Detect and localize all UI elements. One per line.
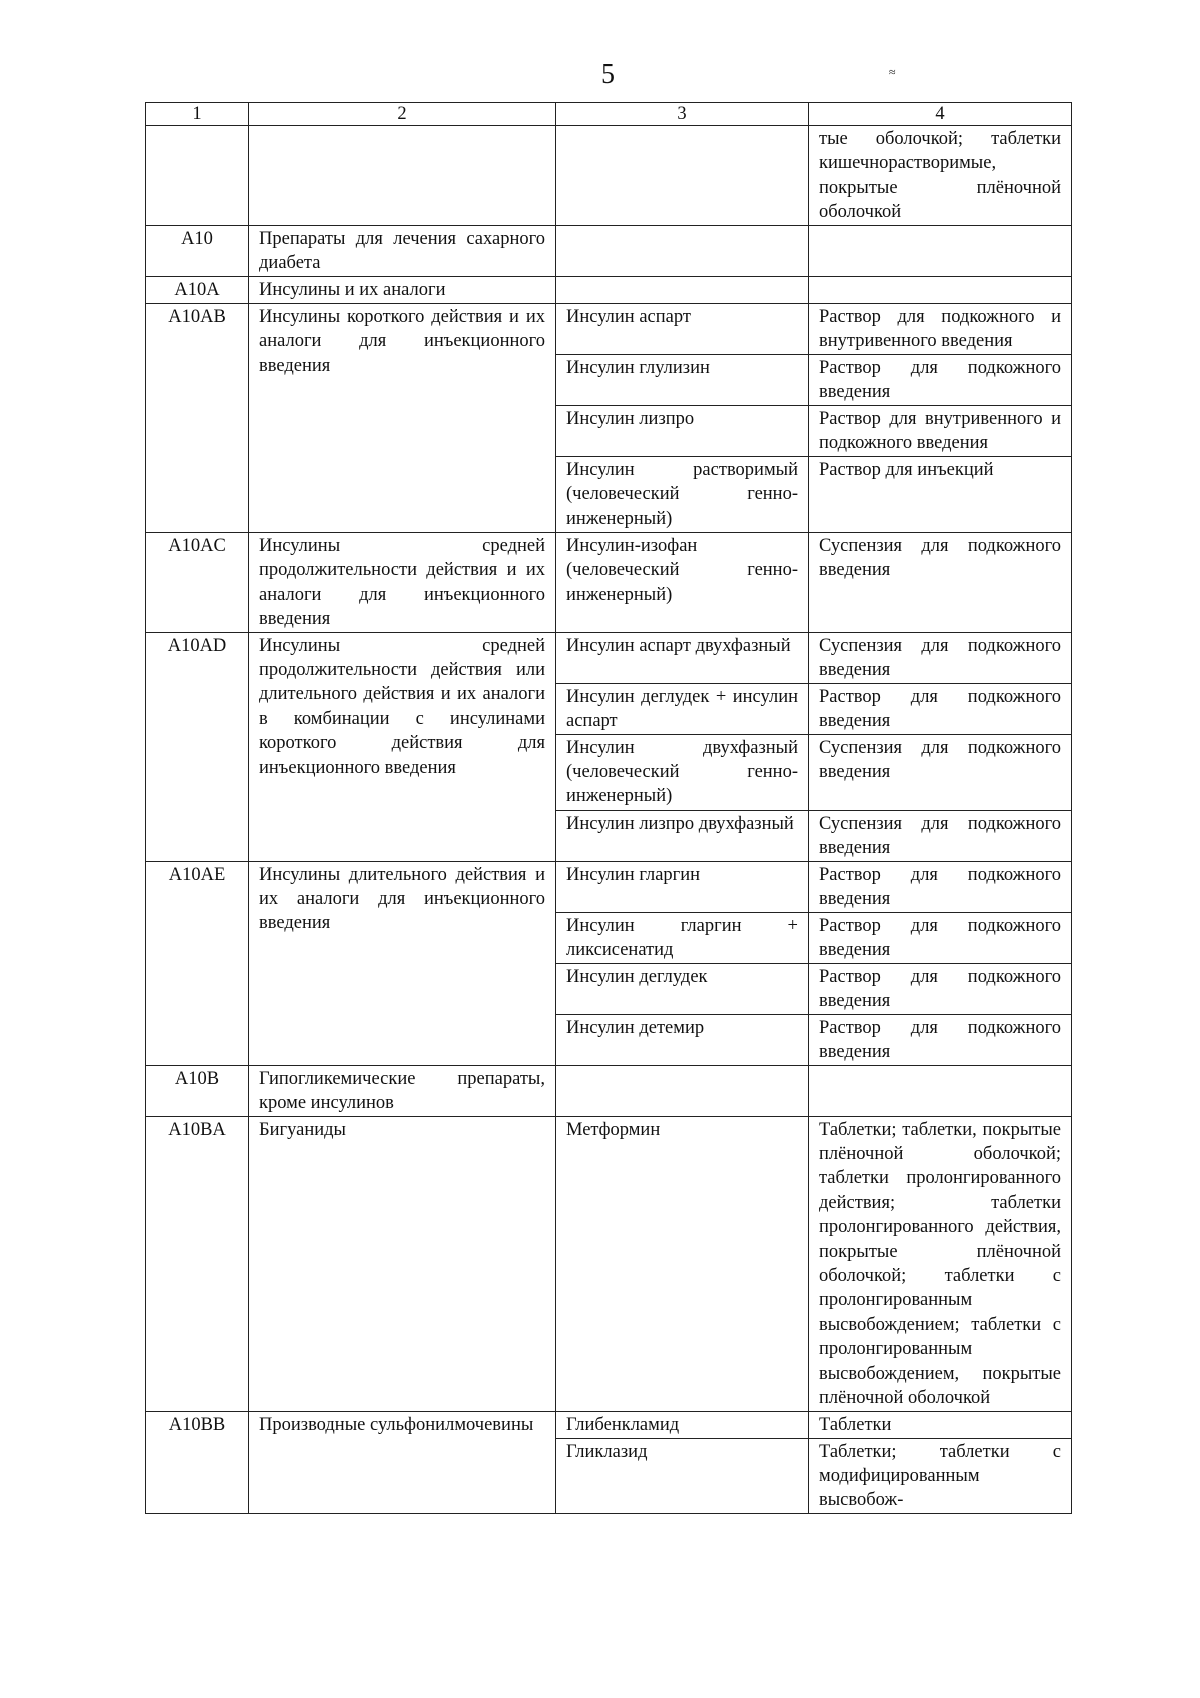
- form-cell: Раствор для подкожного введения: [809, 861, 1072, 912]
- drug-cell: Инсулин гларгин + ликсисенатид: [556, 912, 809, 963]
- page-mark: ≈: [889, 65, 896, 79]
- drug-cell: [556, 126, 809, 226]
- group-name-cell: Препараты для лечения сахарного диабета: [249, 226, 556, 277]
- page-number: 5: [601, 59, 615, 90]
- continuation-row: [146, 126, 1072, 226]
- form-cell: [809, 1065, 1072, 1116]
- drug-cell: Инсулин детемир: [556, 1014, 809, 1065]
- drug-cell: Инсулин лизпро: [556, 406, 809, 457]
- form-cell: Суспензия для подкожного введения: [809, 632, 1072, 683]
- code-cell: A10BA: [146, 1116, 249, 1411]
- code-cell: A10AB: [146, 304, 249, 533]
- drug-cell: Инсулин лизпро двухфазный: [556, 810, 809, 861]
- form-cell: Таблетки: [809, 1411, 1072, 1438]
- group-name-cell: Инсулины длительного действия и их аналоги для инъекционного введения: [249, 861, 556, 1065]
- table-row-a10b: [146, 1065, 1072, 1116]
- code-cell: A10AC: [146, 533, 249, 633]
- drug-cell: [556, 277, 809, 304]
- drug-cell: Инсулин глулизин: [556, 355, 809, 406]
- group-name-cell: Производные сульфонилмочевины: [249, 1411, 556, 1513]
- table-row-a10bb: [146, 1411, 1072, 1438]
- code-cell: A10B: [146, 1065, 249, 1116]
- code-cell: A10A: [146, 277, 249, 304]
- drug-cell: Инсулин деглудек: [556, 963, 809, 1014]
- form-cell: Таблетки; таблетки, покрытые плёночной оболочкой; таблетки пролонгированного действия; таблетки пролонгированного действия, покрытые плёночной оболочкой; таблетки с пролонгированным высвобождением; таблетки с пролонгированным высвобождением, покрытые плёночной оболочкой: [809, 1116, 1072, 1411]
- code-cell: A10AD: [146, 632, 249, 861]
- code-cell: A10AE: [146, 861, 249, 1065]
- drug-cell: Гликлазид: [556, 1438, 809, 1513]
- header-col-1: 1: [146, 103, 249, 126]
- drug-cell: Инсулин гларгин: [556, 861, 809, 912]
- group-name-cell: Инсулины средней продолжительности действия или длительного действия и их аналоги в комбинации с инсулинами короткого действия для инъекционного введения: [249, 632, 556, 861]
- form-cell: Суспензия для подкожного введения: [809, 810, 1072, 861]
- form-cell: Раствор для подкожного и внутривенного введения: [809, 304, 1072, 355]
- form-cell: Раствор для внутривенного и подкожного введения: [809, 406, 1072, 457]
- drug-cell: Инсулин деглудек + инсулин аспарт: [556, 683, 809, 734]
- group-name-cell: Инсулины средней продолжительности действия и их аналоги для инъекционного введения: [249, 533, 556, 633]
- form-cell: Раствор для подкожного введения: [809, 355, 1072, 406]
- header-col-4: 4: [809, 103, 1072, 126]
- medicines-table: [145, 102, 1072, 1514]
- header-col-3: 3: [556, 103, 809, 126]
- code-cell: A10: [146, 226, 249, 277]
- header-col-2: 2: [249, 103, 556, 126]
- group-name-cell: Инсулины и их аналоги: [249, 277, 556, 304]
- form-cell: Раствор для подкожного введения: [809, 1014, 1072, 1065]
- code-cell: A10BB: [146, 1411, 249, 1513]
- drug-cell: Инсулин двухфазный (человеческий генно-инженерный): [556, 734, 809, 810]
- group-name-cell: [249, 126, 556, 226]
- code-cell: [146, 126, 249, 226]
- header-row: [146, 103, 1072, 126]
- form-cell: [809, 226, 1072, 277]
- table-row-a10: [146, 226, 1072, 277]
- drug-cell: Инсулин аспарт двухфазный: [556, 632, 809, 683]
- table-row-a10ab: [146, 304, 1072, 355]
- form-cell: тые оболочкой; таблетки кишечнорастворимые, покрытые плёночной оболочкой: [809, 126, 1072, 226]
- table-row-a10ae: [146, 861, 1072, 912]
- drug-cell: [556, 1065, 809, 1116]
- form-cell: [809, 277, 1072, 304]
- group-name-cell: Инсулины короткого действия и их аналоги для инъекционного введения: [249, 304, 556, 533]
- drug-cell: Инсулин аспарт: [556, 304, 809, 355]
- form-cell: Раствор для подкожного введения: [809, 912, 1072, 963]
- drug-cell: Инсулин-изофан (человеческий генно-инженерный): [556, 533, 809, 633]
- form-cell: Таблетки; таблетки с модифицированным высвобож-: [809, 1438, 1072, 1513]
- form-cell: Раствор для подкожного введения: [809, 683, 1072, 734]
- drug-cell: Глибенкламид: [556, 1411, 809, 1438]
- group-name-cell: Бигуаниды: [249, 1116, 556, 1411]
- form-cell: Раствор для подкожного введения: [809, 963, 1072, 1014]
- table-row-a10ad: [146, 632, 1072, 683]
- form-cell: Суспензия для подкожного введения: [809, 533, 1072, 633]
- table-row-a10ba: [146, 1116, 1072, 1411]
- form-cell: Суспензия для подкожного введения: [809, 734, 1072, 810]
- drug-cell: Метформин: [556, 1116, 809, 1411]
- drug-cell: [556, 226, 809, 277]
- table-row-a10a: [146, 277, 1072, 304]
- group-name-cell: Гипогликемические препараты, кроме инсулинов: [249, 1065, 556, 1116]
- drug-cell: Инсулин растворимый (человеческий генно-инженерный): [556, 457, 809, 533]
- table-row-a10ac: [146, 533, 1072, 633]
- form-cell: Раствор для инъекций: [809, 457, 1072, 533]
